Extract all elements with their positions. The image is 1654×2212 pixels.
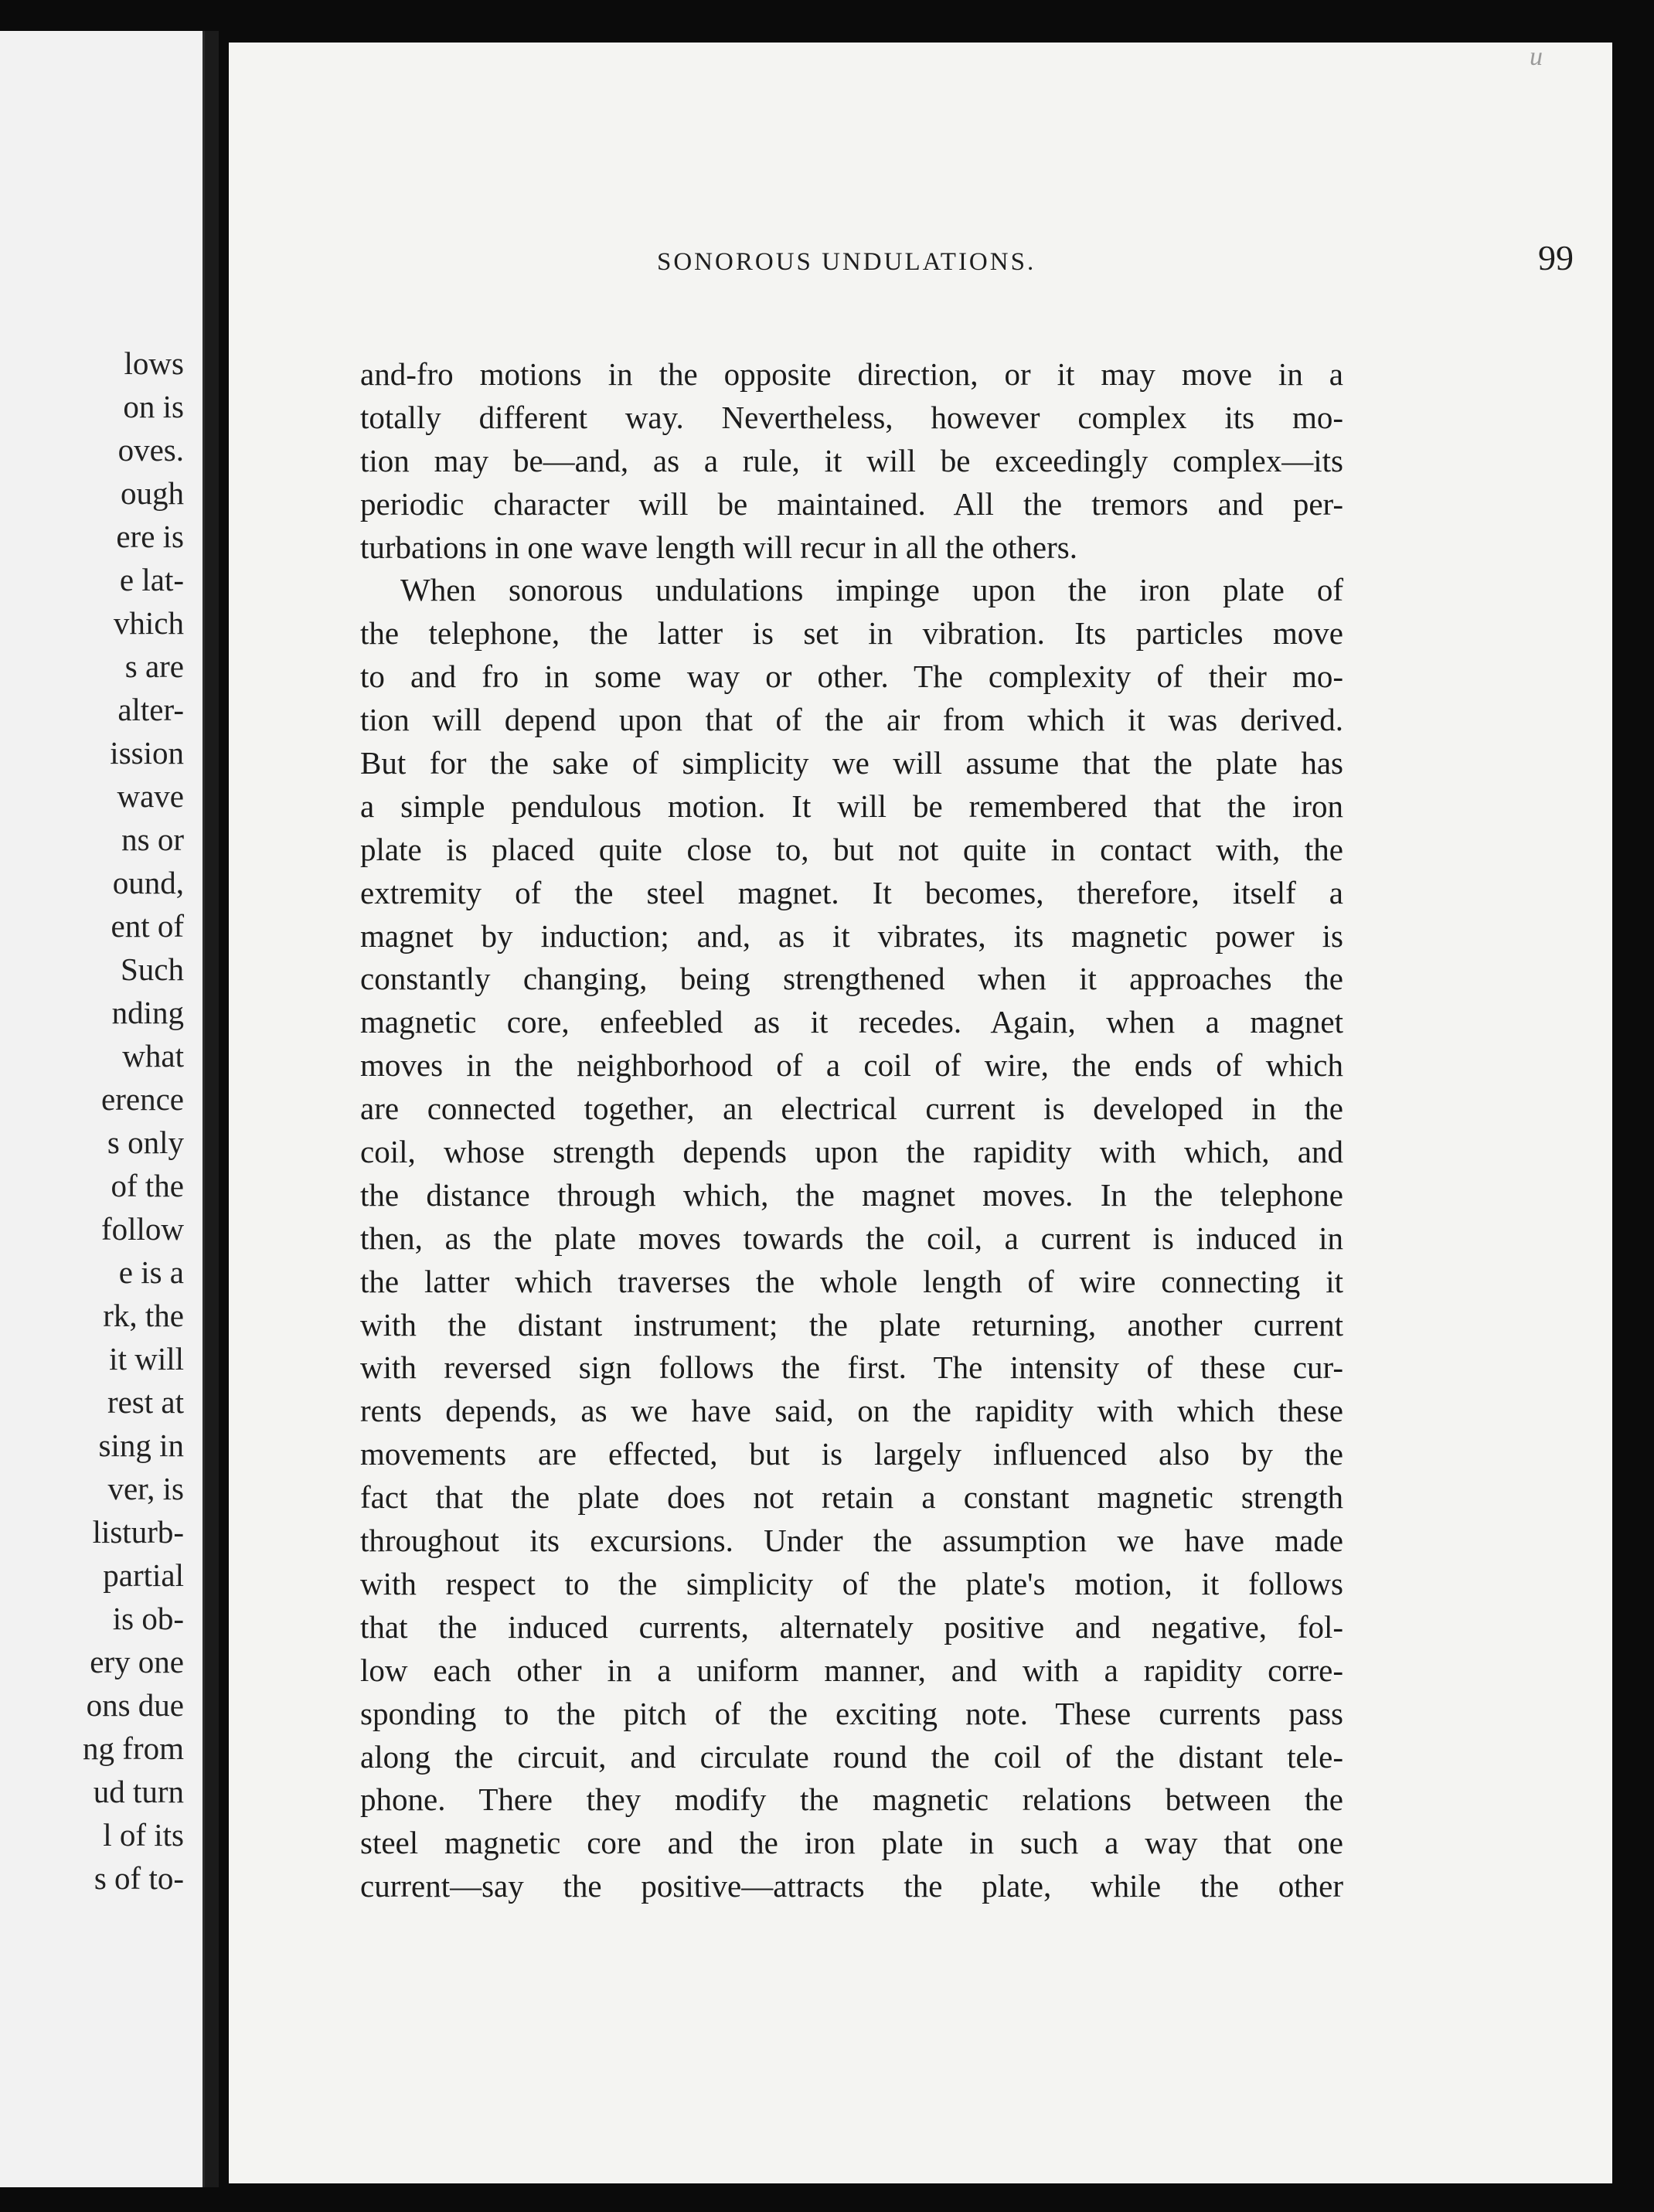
text-line: then, as the plate moves towards the coil, a current is induced in xyxy=(360,1220,1343,1256)
left-fragment-line: ns or xyxy=(121,822,184,857)
text-line: along the circuit, and circulate round the coil of the distant tele- xyxy=(360,1738,1343,1775)
text-line: plate is placed quite close to, but not quite in contact with, the xyxy=(360,831,1343,867)
page-number: 99 xyxy=(1538,238,1574,277)
left-fragment-line: ough xyxy=(121,475,184,511)
left-page-text-fragments xyxy=(0,342,184,1900)
text-line: the distance through which, the magnet moves. In the telephone xyxy=(360,1176,1343,1213)
left-fragment-line: partial xyxy=(103,1557,184,1593)
text-line: turbations in one wave length will recur in all the others. xyxy=(360,529,1077,565)
text-line: and-fro motions in the opposite direction, or it may move in a xyxy=(360,356,1343,392)
text-line: magnet by induction; and, as it vibrates, its magnetic power is xyxy=(360,917,1343,954)
text-line: moves in the neighborhood of a coil of wire, the ends of which xyxy=(360,1047,1343,1084)
left-fragment-line: sing in xyxy=(98,1428,184,1463)
text-line: are connected together, an electrical current is developed in the xyxy=(360,1091,1343,1127)
text-line: with reversed sign follows the first. The intensity of these cur- xyxy=(360,1349,1343,1386)
text-line: coil, whose strength depends upon the rapidity with which, and xyxy=(360,1134,1343,1170)
book-gutter xyxy=(205,31,219,2187)
left-fragment-line: ver, is xyxy=(107,1471,184,1506)
body-text xyxy=(360,353,1343,1908)
book-page xyxy=(229,43,1612,2183)
text-line: a simple pendulous motion. It will be remembered that the iron xyxy=(360,788,1343,824)
text-line: tion may be—and, as a rule, it will be exceedingly complex—its xyxy=(360,442,1343,478)
text-line: movements are effected, but is largely influenced also by the xyxy=(360,1436,1343,1472)
text-line: fact that the plate does not retain a constant magnetic strength xyxy=(360,1479,1343,1516)
left-fragment-line: of the xyxy=(111,1168,184,1203)
corner-mark: u xyxy=(1530,43,1543,71)
left-fragment-line: wave xyxy=(117,778,184,814)
left-fragment-line: ound, xyxy=(112,865,184,900)
text-line: to and fro in some way or other. The complexity of their mo- xyxy=(360,658,1343,695)
text-line: throughout its excursions. Under the assumption we have made xyxy=(360,1523,1343,1559)
left-fragment-line: e lat- xyxy=(119,562,184,597)
text-line: When sonorous undulations impinge upon the iron plate of xyxy=(400,572,1343,608)
text-line: magnetic core, enfeebled as it recedes. Again, when a magnet xyxy=(360,1004,1343,1040)
text-line: with respect to the simplicity of the plate's motion, it follows xyxy=(360,1565,1343,1601)
left-fragment-line: lows xyxy=(124,345,184,381)
left-fragment-line: s only xyxy=(107,1125,184,1160)
left-fragment-line: ere is xyxy=(116,519,184,554)
left-fragment-line: ery one xyxy=(90,1644,184,1679)
running-title: SONOROUS UNDULATIONS. xyxy=(657,248,1036,276)
text-line: But for the sake of simplicity we will assume that the plate has xyxy=(360,745,1343,781)
left-fragment-line: oves. xyxy=(117,432,184,468)
left-fragment-line: erence xyxy=(101,1081,184,1117)
running-head xyxy=(657,237,1574,284)
text-line: totally different way. Nevertheless, however complex its mo- xyxy=(360,399,1343,435)
left-fragment-line: vhich xyxy=(113,605,184,641)
text-line: the latter which traverses the whole length of wire connecting it xyxy=(360,1263,1343,1299)
text-line: constantly changing, being strengthened when it approaches the xyxy=(360,961,1343,997)
left-fragment-line: rest at xyxy=(107,1384,184,1420)
left-fragment-line: ud turn xyxy=(93,1774,184,1809)
text-line: with the distant instrument; the plate returning, another current xyxy=(360,1306,1343,1343)
text-line: low each other in a uniform manner, and with a rapidity corre- xyxy=(360,1652,1343,1688)
text-line: extremity of the steel magnet. It becomes, therefore, itself a xyxy=(360,874,1343,910)
left-facing-page xyxy=(0,31,205,2187)
left-fragment-line: e is a xyxy=(118,1254,184,1290)
text-line: the telephone, the latter is set in vibration. Its particles move xyxy=(360,615,1343,652)
text-line: sponding to the pitch of the exciting note. These currents pass xyxy=(360,1695,1343,1731)
left-fragment-line: follow xyxy=(100,1211,184,1247)
text-line: tion will depend upon that of the air from which it was derived. xyxy=(360,702,1343,738)
left-fragment-line: Such xyxy=(121,951,184,987)
left-fragment-line: s of to- xyxy=(94,1860,184,1896)
left-fragment-line: ons due xyxy=(86,1687,184,1723)
left-fragment-line: nding xyxy=(111,995,184,1030)
left-fragment-line: is ob- xyxy=(112,1601,184,1636)
left-fragment-line: on is xyxy=(123,389,184,424)
left-fragment-line: rk, the xyxy=(103,1298,184,1333)
left-fragment-line: ent of xyxy=(111,908,184,944)
text-line: phone. There they modify the magnetic relations between the xyxy=(360,1782,1343,1818)
text-line: periodic character will be maintained. All the tremors and per- xyxy=(360,485,1343,522)
left-fragment-line: alter- xyxy=(117,692,184,727)
text-line: rents depends, as we have said, on the rapidity with which these xyxy=(360,1393,1343,1429)
text-line: that the induced currents, alternately positive and negative, fol- xyxy=(360,1608,1343,1645)
text-line: steel magnetic core and the iron plate in such a way that one xyxy=(360,1825,1343,1861)
left-fragment-line: ission xyxy=(110,735,184,771)
left-fragment-line: s are xyxy=(124,648,184,684)
left-fragment-line: listurb- xyxy=(92,1514,184,1550)
left-fragment-line: what xyxy=(122,1038,184,1074)
left-fragment-line: ng from xyxy=(83,1730,184,1766)
left-fragment-line: l of its xyxy=(103,1817,184,1853)
left-fragment-line: it will xyxy=(109,1341,184,1377)
text-line: current—say the positive—attracts the plate, while the other xyxy=(360,1868,1343,1904)
